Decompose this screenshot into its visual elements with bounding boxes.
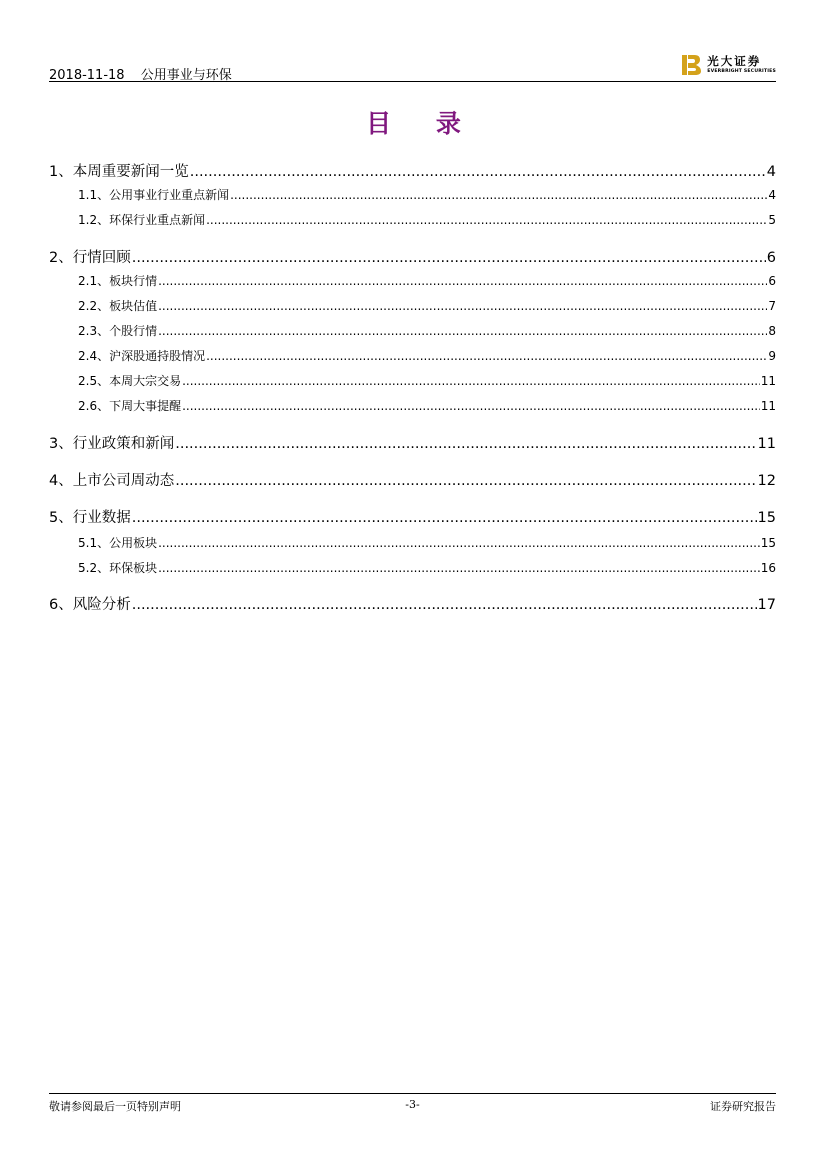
- toc-entry-number: 2.2、: [78, 299, 110, 313]
- toc-dot-leader: [182, 374, 760, 388]
- toc-entry-number: 1.2、: [78, 213, 110, 227]
- toc-entry-number: 1、: [49, 164, 73, 180]
- toc-entry-number: 5.2、: [78, 561, 110, 575]
- toc-entry[interactable]: [49, 347, 776, 365]
- sector-name: 公用事业与环保: [140, 68, 232, 83]
- toc-dot-leader: [158, 536, 760, 550]
- toc-entry-number: 1.1、: [78, 188, 110, 202]
- toc-entry-number: 2.4、: [78, 349, 110, 363]
- toc-entry-label[interactable]: 本周重要新闻一览: [72, 164, 189, 180]
- toc-entry[interactable]: [49, 160, 776, 182]
- toc-entry[interactable]: [49, 372, 776, 390]
- toc-entry-page[interactable]: 16: [760, 561, 776, 575]
- toc-title: 目 录: [366, 109, 479, 138]
- toc-entry[interactable]: [49, 322, 776, 340]
- toc-entry[interactable]: [49, 506, 776, 528]
- logo-chinese-name: 光大证券: [707, 54, 762, 68]
- toc-entry-label[interactable]: 上市公司周动态: [72, 473, 175, 489]
- toc-entry-label[interactable]: 下周大事提醒: [109, 399, 182, 413]
- toc-entry-page[interactable]: 12: [757, 473, 776, 489]
- toc-entry-number: 2.6、: [78, 399, 110, 413]
- toc-entry-page[interactable]: 11: [760, 374, 776, 388]
- toc-entry-number: 6、: [49, 597, 73, 613]
- toc-entry-number: 2.1、: [78, 274, 110, 288]
- toc-entry[interactable]: [49, 469, 776, 491]
- toc-entry-page[interactable]: 5: [768, 213, 776, 227]
- toc-dot-leader: [175, 436, 756, 452]
- toc-entry-page[interactable]: 6: [768, 274, 776, 288]
- toc-entry[interactable]: [49, 534, 776, 552]
- toc-entry-page[interactable]: 9: [768, 349, 776, 363]
- logo-english-name: EVERBRIGHT SECURITIES: [707, 69, 776, 74]
- toc-dot-leader: [158, 561, 760, 575]
- toc-dot-leader: [182, 399, 760, 413]
- toc-entry-label[interactable]: 本周大宗交易: [109, 374, 182, 388]
- toc-entry-label[interactable]: 行业数据: [72, 510, 131, 526]
- toc-entry-number: 5.1、: [78, 536, 110, 550]
- toc-dot-leader: [230, 188, 767, 202]
- toc-entry-label[interactable]: 环保板块: [109, 561, 158, 575]
- toc-entry-label[interactable]: 环保行业重点新闻: [109, 213, 206, 227]
- page-header: [49, 52, 776, 82]
- toc-entry-page[interactable]: 6: [766, 250, 776, 266]
- toc-entry-label[interactable]: 个股行情: [109, 324, 158, 338]
- toc-entry[interactable]: [49, 297, 776, 315]
- toc-dot-leader: [206, 213, 767, 227]
- toc-entry[interactable]: [49, 559, 776, 577]
- toc-entry[interactable]: [49, 593, 776, 615]
- toc-entry-label[interactable]: 沪深股通持股情况: [109, 349, 206, 363]
- toc-entry-number: 2、: [49, 250, 73, 266]
- toc-dot-leader: [132, 510, 757, 526]
- company-logo: [682, 52, 776, 78]
- toc-entry-label[interactable]: 行情回顾: [72, 250, 131, 266]
- toc-dot-leader: [158, 299, 767, 313]
- toc-entry-label[interactable]: 风险分析: [72, 597, 131, 613]
- toc-entry-label[interactable]: 行业政策和新闻: [72, 436, 175, 452]
- toc-entry[interactable]: [49, 432, 776, 454]
- toc-dot-leader: [175, 473, 756, 489]
- toc-dot-leader: [158, 274, 767, 288]
- toc-entry-label[interactable]: 板块行情: [109, 274, 158, 288]
- toc-dot-leader: [158, 324, 767, 338]
- toc-entry-page[interactable]: 4: [768, 188, 776, 202]
- footer-doc-type: 证券研究报告: [710, 1100, 776, 1113]
- toc-entry-label[interactable]: 板块估值: [109, 299, 158, 313]
- toc-entry[interactable]: [49, 186, 776, 204]
- toc-entry-number: 3、: [49, 436, 73, 452]
- everbright-logo-icon: [682, 53, 702, 77]
- toc-entry[interactable]: [49, 397, 776, 415]
- toc-entry[interactable]: [49, 211, 776, 229]
- toc-entry-page[interactable]: 15: [760, 536, 776, 550]
- toc-entry-label[interactable]: 公用事业行业重点新闻: [109, 188, 230, 202]
- toc-entry-page[interactable]: 8: [768, 324, 776, 338]
- footer-page-number: -3-: [405, 1098, 420, 1111]
- toc-entry-page[interactable]: 7: [768, 299, 776, 313]
- header-divider: [49, 81, 776, 82]
- footer-disclaimer: 敬请参阅最后一页特别声明: [49, 1100, 181, 1113]
- toc-dot-leader: [190, 164, 766, 180]
- toc-entry-page[interactable]: 4: [766, 164, 776, 180]
- report-date: 2018-11-18: [49, 68, 125, 83]
- toc-dot-leader: [132, 597, 757, 613]
- toc-entry-number: 5、: [49, 510, 73, 526]
- toc-dot-leader: [206, 349, 767, 363]
- toc-entry-page[interactable]: 11: [757, 436, 776, 452]
- toc-dot-leader: [132, 250, 766, 266]
- toc-entry-label[interactable]: 公用板块: [109, 536, 158, 550]
- toc-entry-number: 2.5、: [78, 374, 110, 388]
- toc-entry-page[interactable]: 11: [760, 399, 776, 413]
- toc-entry[interactable]: [49, 272, 776, 290]
- toc-entry-page[interactable]: 17: [757, 597, 776, 613]
- toc-entry-page[interactable]: 15: [757, 510, 776, 526]
- footer-divider: [49, 1093, 776, 1094]
- toc-entry[interactable]: [49, 246, 776, 268]
- toc-entry-number: 4、: [49, 473, 73, 489]
- toc-entry-number: 2.3、: [78, 324, 110, 338]
